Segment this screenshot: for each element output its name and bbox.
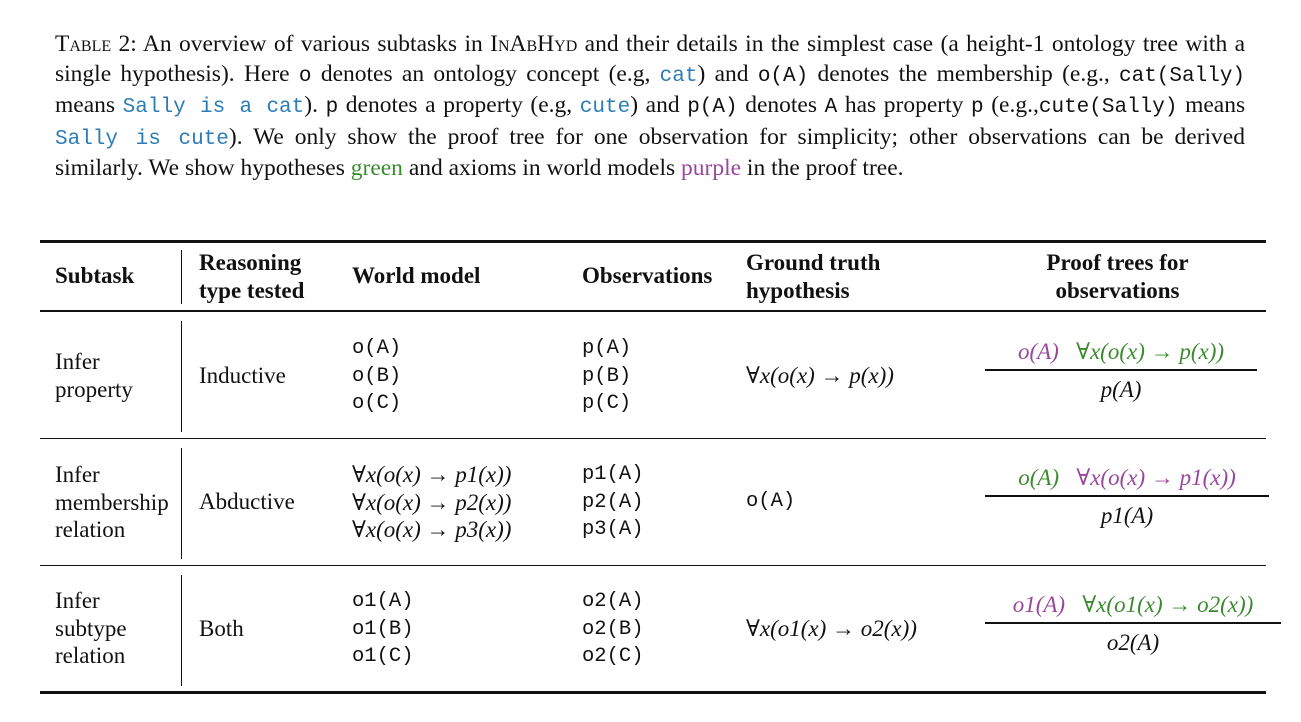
proof-inference-bar bbox=[985, 495, 1269, 497]
caption-green-word: green bbox=[350, 155, 403, 182]
world-model-fact: o(A) bbox=[352, 337, 402, 360]
caption-code: p(A) bbox=[687, 96, 738, 120]
benchmark-name: InAbHyd bbox=[490, 31, 578, 57]
proof-tree bbox=[985, 592, 1281, 656]
table-caption bbox=[55, 30, 1245, 184]
subtask-line: relation bbox=[55, 517, 126, 542]
observation: p(B) bbox=[582, 364, 632, 388]
observation: o2(B) bbox=[582, 617, 644, 641]
row-world-model bbox=[352, 461, 511, 544]
row-subtask bbox=[55, 587, 127, 670]
row-reasoning-type: Both bbox=[199, 616, 244, 641]
header-subtask: Subtask bbox=[55, 263, 135, 288]
caption-text: An overview of various subtasks in bbox=[142, 31, 483, 57]
subtask-line: membership bbox=[55, 489, 169, 515]
header-ground-truth bbox=[746, 249, 880, 304]
caption-code: o bbox=[298, 64, 312, 88]
caption-text: and their details in the simplest case (a height-1 ontology tree with a single hypothesis). Here bbox=[55, 31, 1246, 87]
proof-axiom: o1(A) bbox=[1012, 592, 1066, 617]
caption-code: cat(Sally) bbox=[1119, 64, 1246, 88]
caption-text: means bbox=[1185, 92, 1246, 119]
proof-tree bbox=[985, 465, 1269, 529]
world-model-fact: o(B) bbox=[352, 364, 402, 388]
row-observations bbox=[582, 588, 644, 671]
header-line: Reasoning bbox=[199, 250, 302, 275]
row-hypothesis: o(A) bbox=[746, 490, 796, 513]
world-model-axiom: ∀x(o(x) → p1(x)) bbox=[352, 462, 512, 487]
observation: p2(A) bbox=[582, 490, 644, 514]
table-header-rule bbox=[40, 310, 1266, 312]
row-hypothesis: ∀x(o1(x) → o2(x)) bbox=[746, 616, 917, 641]
caption-example: cat bbox=[659, 64, 698, 88]
caption-example: Sally is a cat bbox=[122, 96, 305, 120]
caption-text: (e.g., bbox=[991, 92, 1039, 119]
row-subtask bbox=[55, 461, 169, 544]
column-separator bbox=[181, 321, 182, 432]
caption-text: ) and bbox=[630, 92, 680, 119]
row-hypothesis: ∀x(o(x) → p(x)) bbox=[746, 363, 894, 388]
caption-text: ). bbox=[304, 92, 318, 119]
subtask-line: Infer bbox=[55, 462, 100, 487]
caption-text: has property bbox=[844, 92, 964, 119]
observation: p(A) bbox=[582, 337, 632, 360]
subtask-line: Infer bbox=[55, 349, 100, 374]
header-line: observations bbox=[1055, 277, 1180, 303]
observation: o2(C) bbox=[582, 645, 644, 668]
caption-text: denotes bbox=[745, 92, 818, 119]
row-reasoning-type: Abductive bbox=[199, 489, 295, 514]
row-world-model bbox=[352, 335, 401, 418]
table-row-rule bbox=[40, 565, 1266, 566]
proof-conclusion: p1(A) bbox=[1100, 502, 1154, 528]
caption-text: ). We only show the proof tree for one observation for simplicity; other observations can be derived similarly. We show hypotheses bbox=[55, 123, 1245, 182]
row-observations bbox=[582, 335, 631, 418]
world-model-axiom: ∀x(o(x) → p3(x)) bbox=[352, 517, 512, 542]
caption-purple-word: purple bbox=[681, 155, 742, 182]
observation: p3(A) bbox=[582, 518, 644, 541]
table-row-rule bbox=[40, 438, 1266, 439]
proof-hypothesis: o(A) bbox=[1018, 465, 1060, 490]
column-separator bbox=[181, 575, 182, 686]
subtask-line: Infer bbox=[55, 588, 100, 613]
caption-code: cute(Sally) bbox=[1038, 96, 1178, 120]
proof-conclusion: o2(A) bbox=[1106, 629, 1160, 655]
proof-inference-bar bbox=[985, 622, 1281, 624]
proof-hypothesis: ∀x(o(x) → p(x)) bbox=[1076, 339, 1225, 364]
header-proof-trees bbox=[985, 249, 1250, 304]
header-observations: Observations bbox=[582, 263, 713, 288]
proof-premises bbox=[985, 339, 1257, 365]
column-separator bbox=[181, 448, 182, 559]
row-world-model bbox=[352, 588, 414, 671]
world-model-axiom: ∀x(o(x) → p2(x)) bbox=[352, 489, 512, 515]
world-model-fact: o1(C) bbox=[352, 645, 414, 668]
observation: o2(A) bbox=[582, 590, 644, 613]
header-line: Proof trees for bbox=[1046, 250, 1189, 275]
caption-code: p bbox=[325, 96, 339, 120]
caption-example: Sally is cute bbox=[55, 127, 229, 151]
table-bottom-rule bbox=[40, 691, 1266, 694]
caption-label: Table 2: bbox=[55, 31, 137, 57]
header-world-model: World model bbox=[352, 263, 481, 288]
proof-premises bbox=[985, 592, 1281, 618]
caption-example: cute bbox=[579, 96, 631, 120]
row-observations bbox=[582, 461, 644, 544]
caption-text: means bbox=[55, 92, 116, 119]
proof-premises bbox=[985, 465, 1269, 491]
row-subtask bbox=[55, 348, 133, 403]
subtask-line: property bbox=[55, 376, 133, 402]
table-top-rule bbox=[40, 240, 1266, 243]
caption-text: and axioms in world models bbox=[408, 155, 676, 182]
caption-code: p bbox=[971, 96, 984, 120]
row-reasoning-type: Inductive bbox=[199, 363, 286, 388]
observation: p(C) bbox=[582, 392, 632, 415]
proof-axiom: ∀x(o(x) → p1(x)) bbox=[1076, 465, 1236, 490]
observation: p1(A) bbox=[582, 463, 644, 486]
header-reasoning-type bbox=[199, 249, 304, 304]
caption-text: denotes an ontology concept (e.g, bbox=[320, 60, 651, 87]
world-model-fact: o1(B) bbox=[352, 617, 414, 641]
proof-tree bbox=[985, 339, 1257, 403]
world-model-fact: o(C) bbox=[352, 392, 402, 415]
header-line: Ground truth bbox=[746, 250, 881, 275]
caption-text: denotes a property (e.g, bbox=[345, 92, 573, 119]
header-line: hypothesis bbox=[746, 277, 850, 303]
proof-inference-bar bbox=[985, 369, 1257, 371]
column-separator bbox=[181, 250, 182, 304]
subtask-line: relation bbox=[55, 643, 126, 668]
subtask-line: subtype bbox=[55, 615, 127, 641]
caption-code: o(A) bbox=[757, 64, 809, 88]
world-model-fact: o1(A) bbox=[352, 590, 414, 613]
caption-text: denotes the membership (e.g., bbox=[817, 60, 1110, 87]
caption-code: A bbox=[824, 96, 838, 120]
caption-text: ) and bbox=[697, 60, 749, 87]
proof-hypothesis: ∀x(o1(x) → o2(x)) bbox=[1082, 592, 1254, 617]
proof-axiom: o(A) bbox=[1017, 339, 1059, 364]
caption-text: in the proof tree. bbox=[746, 155, 904, 182]
proof-conclusion: p(A) bbox=[1100, 376, 1142, 402]
header-line: type tested bbox=[199, 277, 305, 303]
